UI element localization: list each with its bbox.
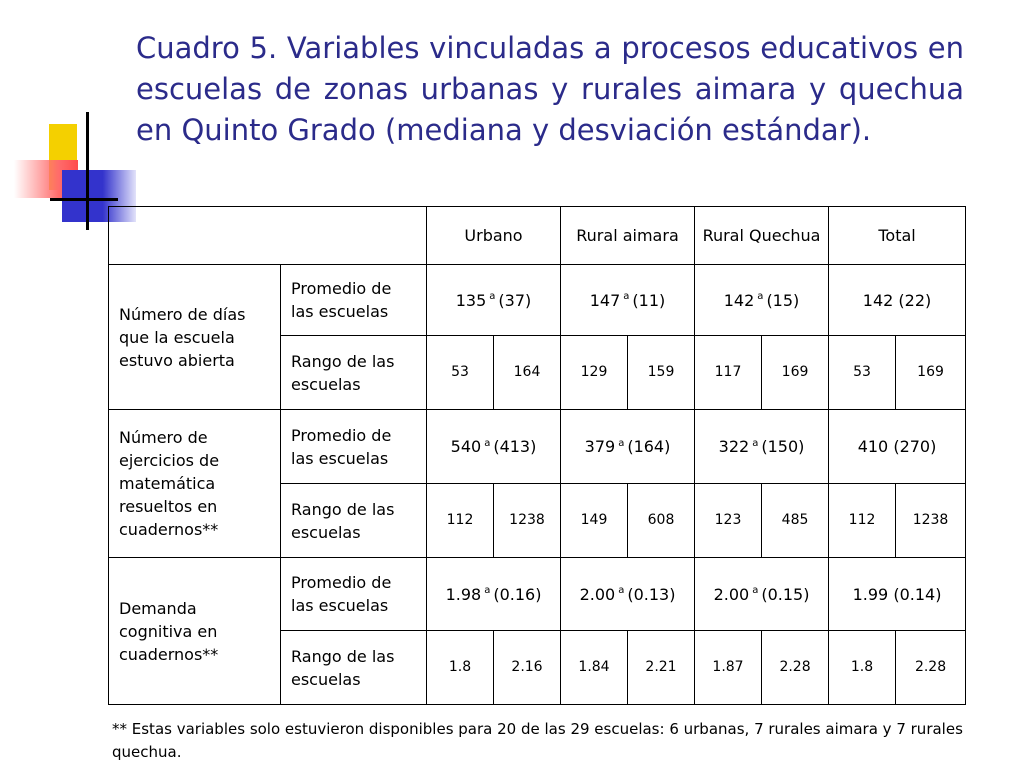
median-value: 147 [589, 290, 621, 310]
median-cell [561, 265, 695, 336]
row-kind-label: Rango de las escuelas [281, 336, 427, 410]
range-min-cell: 1.8 [427, 631, 494, 705]
footnote: ** Estas variables solo estuvieron disponibles para 20 de las 29 escuelas: 6 urbanas, 7 rurales aimara y 7 rurales quechua. [112, 720, 963, 761]
range-min-cell: 112 [829, 484, 896, 558]
table-row [109, 265, 966, 336]
median-value: 142 [723, 290, 755, 310]
median-cell [427, 410, 561, 484]
sd-value: (270) [893, 437, 937, 456]
range-min-cell: 129 [561, 336, 628, 410]
median-cell [829, 265, 966, 336]
median-value: 2.00 [579, 584, 616, 604]
range-min-cell: 149 [561, 484, 628, 558]
range-max-cell: 2.28 [896, 631, 966, 705]
range-min-cell: 1.87 [695, 631, 762, 705]
sd-value: (15) [766, 290, 800, 310]
variable-label: Número de días que la escuela estuvo abierta [109, 265, 281, 410]
significance-mark: a [489, 291, 496, 303]
sd-value: (37) [498, 290, 532, 310]
significance-mark: a [752, 585, 759, 597]
range-min-cell: 53 [829, 336, 896, 410]
significance-mark: a [484, 585, 491, 597]
column-header: Urbano [427, 207, 561, 265]
sd-value: (11) [632, 290, 666, 310]
range-min-cell: 53 [427, 336, 494, 410]
column-header: Rural Quechua [695, 207, 829, 265]
median-cell [829, 410, 966, 484]
significance-mark: a [618, 585, 625, 597]
table-body [109, 207, 966, 705]
table-row [109, 558, 966, 631]
column-header: Total [829, 207, 966, 265]
table-row [109, 410, 966, 484]
range-max-cell: 2.16 [494, 631, 561, 705]
median-value: 379 [584, 437, 616, 456]
range-max-cell: 2.28 [762, 631, 829, 705]
range-max-cell: 2.21 [628, 631, 695, 705]
row-kind-label: Rango de las escuelas [281, 484, 427, 558]
median-value: 322 [718, 437, 750, 456]
median-cell [695, 410, 829, 484]
sd-value: (164) [627, 437, 671, 456]
range-min-cell: 1.8 [829, 631, 896, 705]
median-cell [427, 265, 561, 336]
range-max-cell: 1238 [494, 484, 561, 558]
median-value: 135 [455, 290, 487, 310]
sd-value: (22) [898, 290, 932, 310]
median-value: 1.98 [445, 584, 482, 604]
header-empty-cell [109, 207, 427, 265]
median-cell [561, 410, 695, 484]
significance-mark: a [623, 291, 630, 303]
row-kind-label: Promedio de las escuelas [281, 558, 427, 631]
data-table [108, 206, 966, 705]
median-value: 1.99 [852, 584, 889, 604]
range-min-cell: 123 [695, 484, 762, 558]
header-row [109, 207, 966, 265]
range-min-cell: 112 [427, 484, 494, 558]
variable-label: Número de ejercicios de matemática resueltos en cuadernos** [109, 410, 281, 558]
median-value: 2.00 [713, 584, 750, 604]
median-value: 540 [450, 437, 482, 456]
sd-value: (413) [493, 437, 537, 456]
significance-mark: a [484, 437, 491, 449]
range-max-cell: 169 [762, 336, 829, 410]
significance-mark: a [752, 437, 759, 449]
range-max-cell: 164 [494, 336, 561, 410]
page-title: Cuadro 5. Variables vinculadas a procesos educativos en escuelas de zonas urbanas y rurales aimara y quechua en Quinto Grado (mediana y desviación estándar). [136, 31, 964, 147]
median-value: 410 [857, 437, 889, 456]
range-max-cell: 1238 [896, 484, 966, 558]
sd-value: (0.16) [493, 584, 542, 604]
range-max-cell: 169 [896, 336, 966, 410]
sd-value: (0.15) [761, 584, 810, 604]
logo-vertical-line [86, 112, 89, 230]
column-header: Rural aimara [561, 207, 695, 265]
variable-label: Demanda cognitiva en cuadernos** [109, 558, 281, 705]
sd-value: (0.13) [627, 584, 676, 604]
significance-mark: a [757, 291, 764, 303]
median-cell [829, 558, 966, 631]
median-cell [695, 265, 829, 336]
row-kind-label: Rango de las escuelas [281, 631, 427, 705]
row-kind-label: Promedio de las escuelas [281, 265, 427, 336]
median-cell [695, 558, 829, 631]
range-min-cell: 117 [695, 336, 762, 410]
sd-value: (150) [761, 437, 805, 456]
sd-value: (0.14) [893, 584, 942, 604]
range-max-cell: 485 [762, 484, 829, 558]
logo-horizontal-line [50, 198, 118, 201]
significance-mark: a [618, 437, 625, 449]
median-cell [561, 558, 695, 631]
range-max-cell: 608 [628, 484, 695, 558]
median-value: 142 [862, 290, 894, 310]
median-cell [427, 558, 561, 631]
range-max-cell: 159 [628, 336, 695, 410]
row-kind-label: Promedio de las escuelas [281, 410, 427, 484]
range-min-cell: 1.84 [561, 631, 628, 705]
